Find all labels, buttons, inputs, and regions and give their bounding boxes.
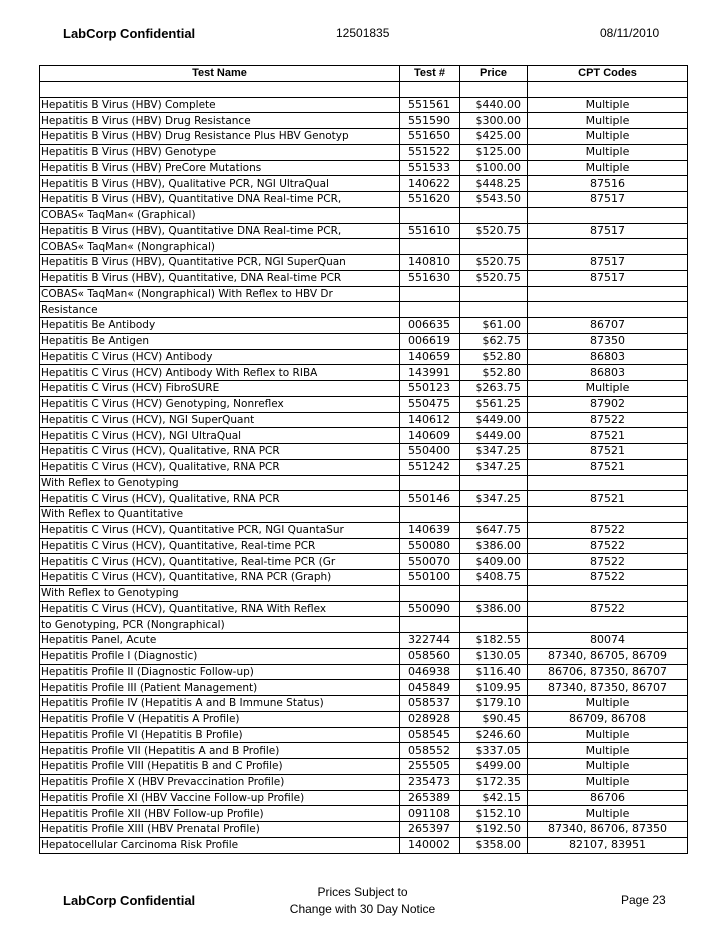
table-row bbox=[40, 743, 688, 759]
table-row bbox=[40, 207, 688, 223]
cell-test-name: Resistance bbox=[40, 302, 400, 318]
table-row bbox=[40, 633, 688, 649]
table-row bbox=[40, 790, 688, 806]
table-row bbox=[40, 711, 688, 727]
table-row bbox=[40, 648, 688, 664]
cell-price: $520.75 bbox=[460, 223, 528, 239]
cell-cpt-codes: Multiple bbox=[528, 144, 688, 160]
cell-test-name: Hepatitis Profile VII (Hepatitis A and B Profile) bbox=[40, 743, 400, 759]
cell-test-name: Hepatitis C Virus (HCV), Qualitative, RNA PCR bbox=[40, 444, 400, 460]
cell-cpt-codes: 86706 bbox=[528, 790, 688, 806]
cell-test-number: 551620 bbox=[400, 192, 460, 208]
cell-cpt-codes: 87340, 86705, 86709 bbox=[528, 648, 688, 664]
cell-price: $520.75 bbox=[460, 270, 528, 286]
cell-test-number bbox=[400, 507, 460, 523]
cell-test-number: 046938 bbox=[400, 664, 460, 680]
cell-test-number: 550090 bbox=[400, 601, 460, 617]
cell-cpt-codes bbox=[528, 81, 688, 97]
cell-price: $520.75 bbox=[460, 255, 528, 271]
cell-test-number: 091108 bbox=[400, 806, 460, 822]
cell-cpt-codes: 87522 bbox=[528, 554, 688, 570]
cell-test-number: 322744 bbox=[400, 633, 460, 649]
cell-test-name: Hepatitis C Virus (HCV) Antibody bbox=[40, 349, 400, 365]
cell-test-number: 551610 bbox=[400, 223, 460, 239]
cell-price: $449.00 bbox=[460, 428, 528, 444]
cell-cpt-codes: 87350 bbox=[528, 333, 688, 349]
cell-price bbox=[460, 585, 528, 601]
cell-cpt-codes: 87517 bbox=[528, 223, 688, 239]
cell-cpt-codes: 87522 bbox=[528, 570, 688, 586]
cell-cpt-codes: 87517 bbox=[528, 270, 688, 286]
table-row bbox=[40, 192, 688, 208]
cell-price bbox=[460, 302, 528, 318]
table-row bbox=[40, 270, 688, 286]
table-row bbox=[40, 507, 688, 523]
cell-test-name: Hepatitis Profile X (HBV Prevaccination Profile) bbox=[40, 774, 400, 790]
cell-test-name: Hepatitis C Virus (HCV), Quantitative, Real-time PCR (Gr bbox=[40, 554, 400, 570]
cell-cpt-codes bbox=[528, 507, 688, 523]
cell-cpt-codes: Multiple bbox=[528, 381, 688, 397]
cell-price: $358.00 bbox=[460, 837, 528, 853]
table-row bbox=[40, 365, 688, 381]
cell-price bbox=[460, 475, 528, 491]
cell-test-number bbox=[400, 302, 460, 318]
table-row bbox=[40, 223, 688, 239]
cell-cpt-codes: Multiple bbox=[528, 806, 688, 822]
cell-test-name: Hepatitis B Virus (HBV), Qualitative PCR, NGI UltraQual bbox=[40, 176, 400, 192]
table-row bbox=[40, 302, 688, 318]
cell-test-number: 058537 bbox=[400, 696, 460, 712]
cell-cpt-codes: 87521 bbox=[528, 444, 688, 460]
cell-cpt-codes: 87522 bbox=[528, 522, 688, 538]
cell-test-name: Hepatitis C Virus (HCV), Quantitative, RNA PCR (Graph) bbox=[40, 570, 400, 586]
footer-notice-line-1: Prices Subject to bbox=[317, 885, 408, 899]
cell-test-number: 140659 bbox=[400, 349, 460, 365]
cell-test-name: Hepatitis Profile V (Hepatitis A Profile) bbox=[40, 711, 400, 727]
cell-test-number: 550080 bbox=[400, 538, 460, 554]
cell-cpt-codes: Multiple bbox=[528, 696, 688, 712]
cell-cpt-codes bbox=[528, 207, 688, 223]
cell-price bbox=[460, 507, 528, 523]
cell-cpt-codes: 87517 bbox=[528, 255, 688, 271]
cell-test-name: Hepatocellular Carcinoma Risk Profile bbox=[40, 837, 400, 853]
header-date: 08/11/2010 bbox=[600, 26, 660, 40]
table-row bbox=[40, 113, 688, 129]
cell-test-number: 550070 bbox=[400, 554, 460, 570]
cell-price: $152.10 bbox=[460, 806, 528, 822]
cell-price: $90.45 bbox=[460, 711, 528, 727]
cell-price: $300.00 bbox=[460, 113, 528, 129]
cell-test-number bbox=[400, 207, 460, 223]
table-row bbox=[40, 459, 688, 475]
cell-test-number bbox=[400, 585, 460, 601]
cell-test-name: Hepatitis Profile III (Patient Management) bbox=[40, 680, 400, 696]
cell-cpt-codes: Multiple bbox=[528, 160, 688, 176]
cell-test-number: 140810 bbox=[400, 255, 460, 271]
cell-test-number: 551522 bbox=[400, 144, 460, 160]
cell-cpt-codes bbox=[528, 239, 688, 255]
cell-test-name bbox=[40, 81, 400, 97]
column-header-price: Price bbox=[460, 66, 528, 82]
cell-price: $425.00 bbox=[460, 129, 528, 145]
table-row bbox=[40, 727, 688, 743]
cell-price: $100.00 bbox=[460, 160, 528, 176]
cell-test-number: 550475 bbox=[400, 396, 460, 412]
cell-test-name: Hepatitis B Virus (HBV) Drug Resistance Plus HBV Genotyp bbox=[40, 129, 400, 145]
cell-test-name: Hepatitis C Virus (HCV), Qualitative, RNA PCR bbox=[40, 459, 400, 475]
table-row bbox=[40, 129, 688, 145]
table-row bbox=[40, 255, 688, 271]
cell-test-name: Hepatitis Profile VIII (Hepatitis B and C Profile) bbox=[40, 759, 400, 775]
cell-cpt-codes: Multiple bbox=[528, 774, 688, 790]
cell-price: $52.80 bbox=[460, 365, 528, 381]
table-row bbox=[40, 585, 688, 601]
cell-test-number: 551561 bbox=[400, 97, 460, 113]
cell-cpt-codes: 86709, 86708 bbox=[528, 711, 688, 727]
cell-cpt-codes: 86803 bbox=[528, 365, 688, 381]
cell-price: $448.25 bbox=[460, 176, 528, 192]
cell-cpt-codes: Multiple bbox=[528, 97, 688, 113]
table-row bbox=[40, 144, 688, 160]
cell-test-number bbox=[400, 239, 460, 255]
table-row bbox=[40, 822, 688, 838]
table-row bbox=[40, 570, 688, 586]
cell-price: $182.55 bbox=[460, 633, 528, 649]
cell-price: $125.00 bbox=[460, 144, 528, 160]
cell-test-number: 550146 bbox=[400, 491, 460, 507]
cell-test-number: 140622 bbox=[400, 176, 460, 192]
cell-price bbox=[460, 239, 528, 255]
cell-test-number: 143991 bbox=[400, 365, 460, 381]
cell-price: $440.00 bbox=[460, 97, 528, 113]
table-row bbox=[40, 617, 688, 633]
cell-price bbox=[460, 81, 528, 97]
cell-test-name: Hepatitis B Virus (HBV) Drug Resistance bbox=[40, 113, 400, 129]
cell-price: $449.00 bbox=[460, 412, 528, 428]
cell-price: $543.50 bbox=[460, 192, 528, 208]
table-row bbox=[40, 806, 688, 822]
cell-price: $386.00 bbox=[460, 538, 528, 554]
cell-price bbox=[460, 286, 528, 302]
table-row bbox=[40, 491, 688, 507]
cell-test-name: Hepatitis B Virus (HBV) Complete bbox=[40, 97, 400, 113]
cell-cpt-codes bbox=[528, 585, 688, 601]
cell-test-name: COBAS« TaqMan« (Nongraphical) bbox=[40, 239, 400, 255]
cell-test-name: Hepatitis C Virus (HCV) FibroSURE bbox=[40, 381, 400, 397]
cell-price: $263.75 bbox=[460, 381, 528, 397]
header-confidential: LabCorp Confidential bbox=[63, 26, 196, 41]
cell-cpt-codes: 87902 bbox=[528, 396, 688, 412]
cell-test-number: 140639 bbox=[400, 522, 460, 538]
column-header-cpt-codes: CPT Codes bbox=[528, 66, 688, 82]
cell-price: $116.40 bbox=[460, 664, 528, 680]
cell-price: $561.25 bbox=[460, 396, 528, 412]
cell-test-number: 045849 bbox=[400, 680, 460, 696]
cell-test-number: 058545 bbox=[400, 727, 460, 743]
cell-test-name: Hepatitis C Virus (HCV), NGI SuperQuant bbox=[40, 412, 400, 428]
table-row bbox=[40, 396, 688, 412]
cell-test-name: Hepatitis C Virus (HCV) Antibody With Reflex to RIBA bbox=[40, 365, 400, 381]
cell-cpt-codes: 87517 bbox=[528, 192, 688, 208]
cell-test-number: 006635 bbox=[400, 318, 460, 334]
cell-test-number: 006619 bbox=[400, 333, 460, 349]
cell-test-name: Hepatitis C Virus (HCV), Quantitative PCR, NGI QuantaSur bbox=[40, 522, 400, 538]
cell-cpt-codes: Multiple bbox=[528, 727, 688, 743]
cell-test-name: Hepatitis B Virus (HBV) PreCore Mutations bbox=[40, 160, 400, 176]
footer-price-notice bbox=[270, 884, 455, 918]
cell-cpt-codes: 87522 bbox=[528, 538, 688, 554]
cell-cpt-codes: 87521 bbox=[528, 459, 688, 475]
table-row bbox=[40, 412, 688, 428]
column-header-test-number: Test # bbox=[400, 66, 460, 82]
cell-test-name: Hepatitis Be Antigen bbox=[40, 333, 400, 349]
cell-price: $499.00 bbox=[460, 759, 528, 775]
table-row bbox=[40, 318, 688, 334]
cell-test-number: 140002 bbox=[400, 837, 460, 853]
cell-price: $109.95 bbox=[460, 680, 528, 696]
cell-cpt-codes: 80074 bbox=[528, 633, 688, 649]
cell-test-number: 551650 bbox=[400, 129, 460, 145]
cell-test-name: Hepatitis Profile VI (Hepatitis B Profile) bbox=[40, 727, 400, 743]
cell-cpt-codes bbox=[528, 286, 688, 302]
cell-test-number bbox=[400, 286, 460, 302]
cell-price: $62.75 bbox=[460, 333, 528, 349]
cell-cpt-codes: Multiple bbox=[528, 129, 688, 145]
cell-test-number: 058560 bbox=[400, 648, 460, 664]
table-row bbox=[40, 696, 688, 712]
table-row bbox=[40, 538, 688, 554]
table-row bbox=[40, 349, 688, 365]
cell-price: $172.35 bbox=[460, 774, 528, 790]
cell-cpt-codes: 87521 bbox=[528, 428, 688, 444]
table-row bbox=[40, 601, 688, 617]
table-row bbox=[40, 97, 688, 113]
cell-test-number: 265397 bbox=[400, 822, 460, 838]
table-body bbox=[40, 81, 688, 853]
cell-test-name: Hepatitis Profile XIII (HBV Prenatal Profile) bbox=[40, 822, 400, 838]
cell-test-number: 140609 bbox=[400, 428, 460, 444]
table-row bbox=[40, 837, 688, 853]
cell-cpt-codes: 87522 bbox=[528, 412, 688, 428]
cell-test-name: Hepatitis C Virus (HCV), Quantitative, RNA With Reflex bbox=[40, 601, 400, 617]
cell-test-number: 028928 bbox=[400, 711, 460, 727]
cell-cpt-codes: 86707 bbox=[528, 318, 688, 334]
header-account-number: 12501835 bbox=[336, 26, 390, 40]
cell-test-name: Hepatitis C Virus (HCV), Quantitative, Real-time PCR bbox=[40, 538, 400, 554]
table-row bbox=[40, 444, 688, 460]
cell-cpt-codes: Multiple bbox=[528, 759, 688, 775]
cell-test-name: to Genotyping, PCR (Nongraphical) bbox=[40, 617, 400, 633]
cell-test-number: 058552 bbox=[400, 743, 460, 759]
cell-price: $130.05 bbox=[460, 648, 528, 664]
price-table bbox=[39, 65, 688, 854]
cell-test-name: Hepatitis C Virus (HCV) Genotyping, Nonreflex bbox=[40, 396, 400, 412]
cell-cpt-codes bbox=[528, 302, 688, 318]
table-row bbox=[40, 554, 688, 570]
cell-test-name: Hepatitis Profile XII (HBV Follow-up Profile) bbox=[40, 806, 400, 822]
cell-test-number: 140612 bbox=[400, 412, 460, 428]
cell-test-number bbox=[400, 475, 460, 491]
footer-notice-line-2: Change with 30 Day Notice bbox=[289, 902, 436, 916]
cell-test-number bbox=[400, 81, 460, 97]
cell-test-number: 551242 bbox=[400, 459, 460, 475]
table-row bbox=[40, 381, 688, 397]
cell-test-name: Hepatitis C Virus (HCV), NGI UltraQual bbox=[40, 428, 400, 444]
cell-cpt-codes: Multiple bbox=[528, 743, 688, 759]
cell-test-name: Hepatitis Profile II (Diagnostic Follow-up) bbox=[40, 664, 400, 680]
cell-price: $347.25 bbox=[460, 491, 528, 507]
table-row bbox=[40, 333, 688, 349]
table-header-row bbox=[40, 66, 688, 82]
cell-cpt-codes bbox=[528, 475, 688, 491]
cell-test-name: Hepatitis Profile I (Diagnostic) bbox=[40, 648, 400, 664]
cell-test-name: Hepatitis Be Antibody bbox=[40, 318, 400, 334]
cell-test-name: With Reflex to Genotyping bbox=[40, 585, 400, 601]
cell-cpt-codes: 87340, 86706, 87350 bbox=[528, 822, 688, 838]
table-row bbox=[40, 475, 688, 491]
cell-price: $408.75 bbox=[460, 570, 528, 586]
column-header-test-name: Test Name bbox=[40, 66, 400, 82]
cell-test-name: Hepatitis B Virus (HBV), Quantitative DNA Real-time PCR, bbox=[40, 192, 400, 208]
cell-price: $61.00 bbox=[460, 318, 528, 334]
cell-test-number: 235473 bbox=[400, 774, 460, 790]
table-row bbox=[40, 428, 688, 444]
cell-test-number: 551533 bbox=[400, 160, 460, 176]
cell-cpt-codes: 86803 bbox=[528, 349, 688, 365]
cell-test-name: Hepatitis Profile IV (Hepatitis A and B Immune Status) bbox=[40, 696, 400, 712]
cell-test-name: Hepatitis B Virus (HBV) Genotype bbox=[40, 144, 400, 160]
cell-cpt-codes: 87522 bbox=[528, 601, 688, 617]
cell-price: $246.60 bbox=[460, 727, 528, 743]
cell-test-name: Hepatitis B Virus (HBV), Quantitative PCR, NGI SuperQuan bbox=[40, 255, 400, 271]
cell-test-number: 265389 bbox=[400, 790, 460, 806]
cell-test-name: COBAS« TaqMan« (Graphical) bbox=[40, 207, 400, 223]
cell-cpt-codes: 82107, 83951 bbox=[528, 837, 688, 853]
table-row bbox=[40, 176, 688, 192]
table-row bbox=[40, 522, 688, 538]
table-row bbox=[40, 774, 688, 790]
table-row bbox=[40, 239, 688, 255]
cell-cpt-codes: 87340, 87350, 86707 bbox=[528, 680, 688, 696]
cell-price bbox=[460, 617, 528, 633]
cell-price: $192.50 bbox=[460, 822, 528, 838]
cell-test-name: Hepatitis Profile XI (HBV Vaccine Follow-up Profile) bbox=[40, 790, 400, 806]
table-row bbox=[40, 759, 688, 775]
cell-test-name: Hepatitis C Virus (HCV), Qualitative, RNA PCR bbox=[40, 491, 400, 507]
cell-price bbox=[460, 207, 528, 223]
cell-cpt-codes: 87516 bbox=[528, 176, 688, 192]
cell-price: $409.00 bbox=[460, 554, 528, 570]
table-row bbox=[40, 286, 688, 302]
cell-test-number: 551590 bbox=[400, 113, 460, 129]
cell-test-number: 550100 bbox=[400, 570, 460, 586]
cell-test-number: 551630 bbox=[400, 270, 460, 286]
cell-test-number: 255505 bbox=[400, 759, 460, 775]
table-row bbox=[40, 664, 688, 680]
cell-test-name: COBAS« TaqMan« (Nongraphical) With Reflex to HBV Dr bbox=[40, 286, 400, 302]
cell-test-name: Hepatitis B Virus (HBV), Quantitative DNA Real-time PCR, bbox=[40, 223, 400, 239]
cell-price: $52.80 bbox=[460, 349, 528, 365]
cell-price: $337.05 bbox=[460, 743, 528, 759]
cell-cpt-codes: 86706, 87350, 86707 bbox=[528, 664, 688, 680]
cell-test-name: With Reflex to Quantitative bbox=[40, 507, 400, 523]
cell-price: $347.25 bbox=[460, 459, 528, 475]
table-row bbox=[40, 81, 688, 97]
cell-price: $386.00 bbox=[460, 601, 528, 617]
cell-test-number: 550400 bbox=[400, 444, 460, 460]
cell-price: $647.75 bbox=[460, 522, 528, 538]
cell-test-name: Hepatitis Panel, Acute bbox=[40, 633, 400, 649]
cell-test-name: With Reflex to Genotyping bbox=[40, 475, 400, 491]
cell-cpt-codes: 87521 bbox=[528, 491, 688, 507]
cell-test-name: Hepatitis B Virus (HBV), Quantitative, DNA Real-time PCR bbox=[40, 270, 400, 286]
footer-page-number: Page 23 bbox=[621, 893, 666, 907]
cell-test-number: 550123 bbox=[400, 381, 460, 397]
cell-price: $179.10 bbox=[460, 696, 528, 712]
cell-cpt-codes bbox=[528, 617, 688, 633]
cell-cpt-codes: Multiple bbox=[528, 113, 688, 129]
cell-price: $42.15 bbox=[460, 790, 528, 806]
table-row bbox=[40, 680, 688, 696]
cell-test-number bbox=[400, 617, 460, 633]
table-row bbox=[40, 160, 688, 176]
footer-confidential: LabCorp Confidential bbox=[63, 893, 196, 908]
cell-price: $347.25 bbox=[460, 444, 528, 460]
